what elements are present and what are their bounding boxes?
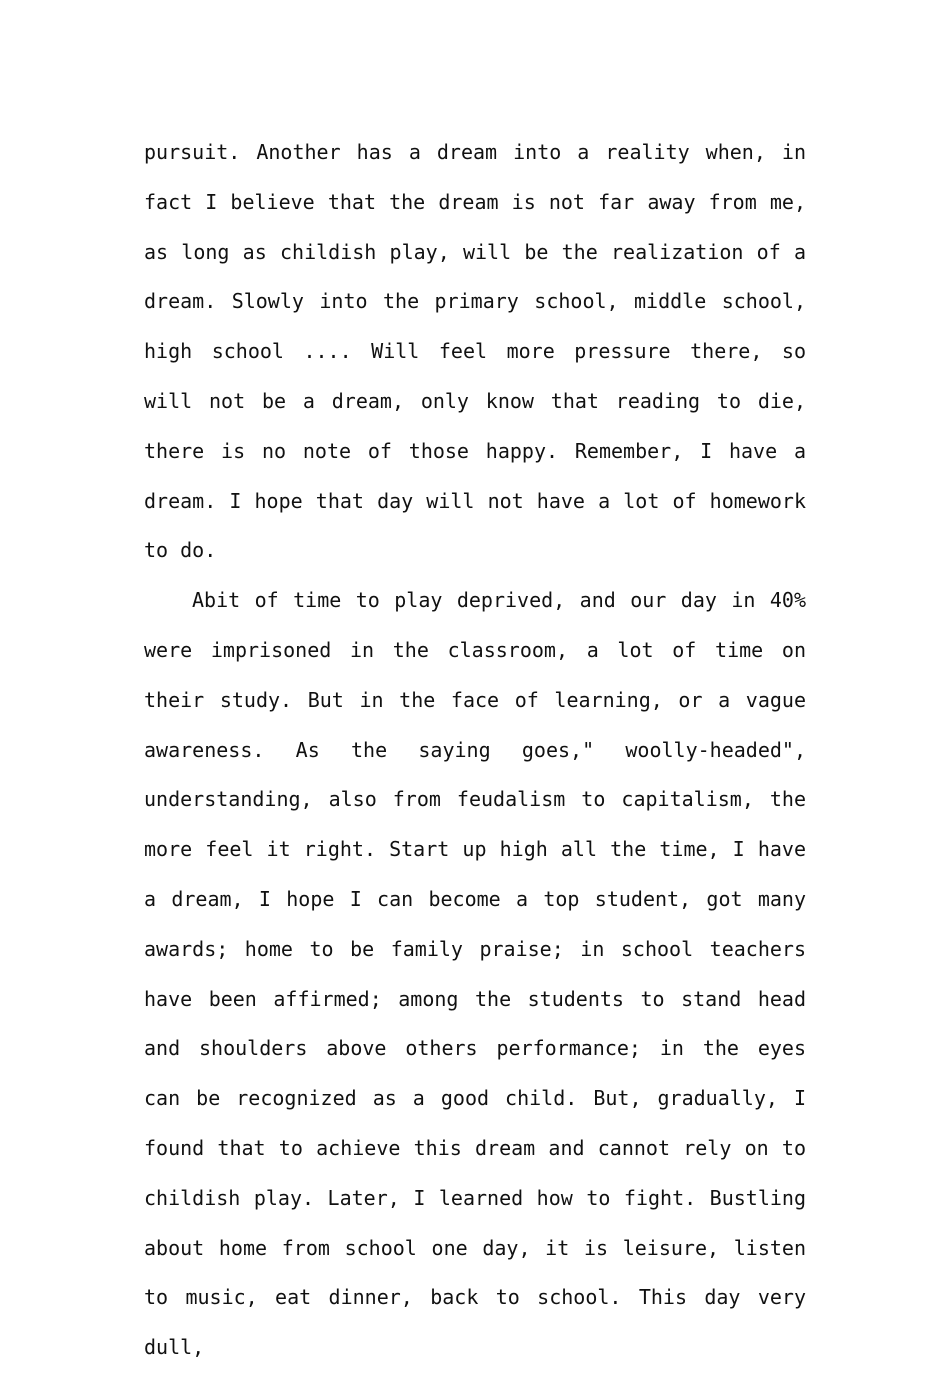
paragraph-2: Abit of time to play deprived, and our day in 40% were imprisoned in the classroom, a lot of time on their study. But in the face of learning, or a vague awareness. As the saying goes," woolly-headed", understanding, also from feudalism to capitalism, the more feel it right. Start up high all the time, I have a dream, I hope I can become a top student, got many awards; home to be family praise; in school teachers have been affirmed; among the students to stand head and shoulders above others performance; in the eyes can be recognized as a good child. But, gradually, I found that to achieve this dream and cannot rely on to childish play. Later, I learned how to fight. Bustling about home from school one day, it is leisure, listen to music, eat dinner, back to school. This day very dull, xyxy=(144,588,806,1360)
document-body xyxy=(144,128,806,1373)
paragraph-1: pursuit. Another has a dream into a reality when, in fact I believe that the dream is not far away from me, as long as childish play, will be the realization of a dream. Slowly into the primary school, middle school, high school .... Will feel more pressure there, so will not be a dream, only know that reading to die, there is no note of those happy. Remember, I have a dream. I hope that day will not have a lot of homework to do. xyxy=(144,140,806,563)
